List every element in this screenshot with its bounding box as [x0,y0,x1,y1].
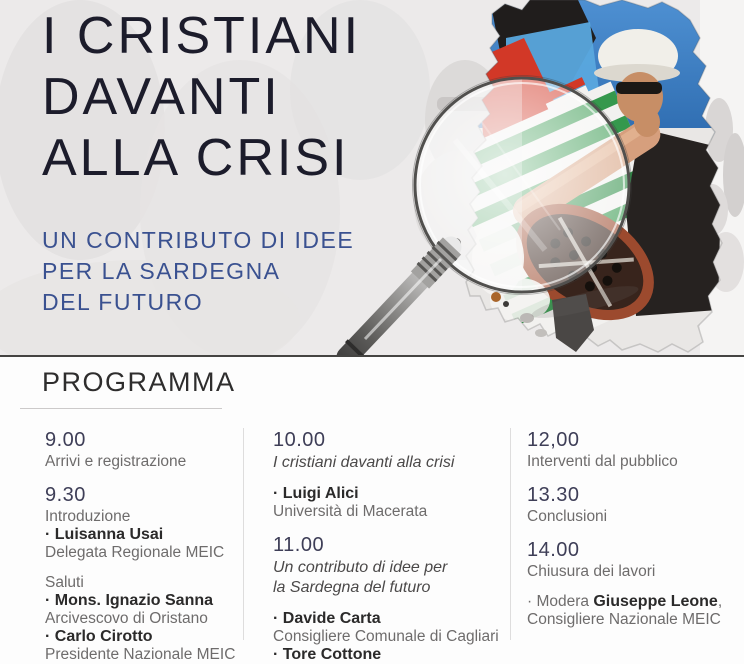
schedule-entry [527,538,732,581]
time-label: 10.00 [273,429,326,451]
entry-text: , [717,593,723,610]
schedule-line [527,563,732,581]
time-label: 9.00 [45,429,86,451]
schedule-line [273,646,503,664]
schedule-entry [45,574,237,664]
title-line-3: ALLA CRISI [42,129,350,187]
schedule-line [45,592,237,610]
schedule-line [527,453,732,471]
time-label: 13.30 [527,484,580,506]
schedule-entry [527,483,732,526]
speaker-name: · Luisanna Usai [45,526,164,543]
speaker-name: Giuseppe Leone [593,593,718,610]
schedule-entry [527,593,732,629]
schedule-line [273,610,503,628]
schedule-line [273,428,503,452]
schedule-line [527,538,732,562]
schedule-line [527,428,732,452]
entry-text: Arcivescovo di Oristano [45,610,208,627]
subtitle-line-1: UN CONTRIBUTO DI IDEE [42,227,355,253]
schedule-entry [273,533,503,598]
schedule-line [45,508,237,526]
time-label: 12,00 [527,429,580,451]
schedule-line [45,483,237,507]
schedule-entry [273,485,503,521]
schedule-line [273,503,503,521]
schedule-line [273,485,503,503]
schedule-line [45,428,237,452]
schedule-line [527,593,732,611]
entry-text: Consigliere Comunale di Cagliari [273,628,499,645]
schedule-line [45,610,237,628]
entry-text: Interventi dal pubblico [527,453,678,470]
entry-text: Arrivi e registrazione [45,453,187,470]
time-label: 9.30 [45,484,86,506]
schedule-line [527,611,732,629]
speaker-name: · Tore Cottone [273,646,382,663]
schedule-line [527,508,732,526]
talk-title: Un contributo di idee per [273,559,448,576]
program-column-1 [45,428,237,663]
time-label: 14.00 [527,539,580,561]
schedule-line [45,453,237,471]
entry-text: Introduzione [45,508,131,525]
program-section [0,357,744,663]
schedule-line [45,646,237,664]
schedule-line [527,483,732,507]
program-column-3 [527,428,732,640]
schedule-entry [527,428,732,471]
schedule-line [273,578,503,598]
schedule-entry [273,428,503,473]
subtitle-line-3: DEL FUTURO [42,289,204,315]
schedule-line [273,453,503,473]
schedule-line [45,526,237,544]
schedule-line [45,574,237,592]
time-label: 11.00 [273,534,325,556]
entry-text: Consigliere Nazionale MEIC [527,611,721,628]
talk-title: I cristiani davanti alla crisi [273,454,455,471]
poster-title [42,6,361,189]
subtitle-line-2: PER LA SARDEGNA [42,258,281,284]
entry-text: Delegata Regionale MEIC [45,544,225,561]
speaker-name: · Davide Carta [273,610,381,627]
entry-text: Conclusioni [527,508,608,525]
schedule-line [273,533,503,557]
schedule-line [273,558,503,578]
schedule-line [45,544,237,562]
talk-title: la Sardegna del futuro [273,579,431,596]
speaker-name: · Luigi Alici [273,485,359,502]
title-line-2: DAVANTI [42,68,281,126]
schedule-entry [45,428,237,471]
entry-text: Saluti [45,574,84,591]
schedule-entry [273,610,503,664]
heading-rule [20,408,222,409]
title-line-1: I CRISTIANI [42,7,362,65]
entry-text: Chiusura dei lavori [527,563,656,580]
program-column-2 [273,428,503,663]
program-heading: PROGRAMMA [42,367,236,397]
schedule-entry [45,483,237,562]
entry-text: · Modera [527,593,594,610]
schedule-line [45,628,237,646]
speaker-name: · Carlo Cirotto [45,628,153,645]
schedule-line [273,628,503,646]
poster-subtitle [42,225,354,318]
program-columns [0,428,744,663]
entry-text: Università di Macerata [273,503,428,520]
speaker-name: · Mons. Ignazio Sanna [45,592,214,609]
entry-text: Presidente Nazionale MEIC [45,646,236,663]
